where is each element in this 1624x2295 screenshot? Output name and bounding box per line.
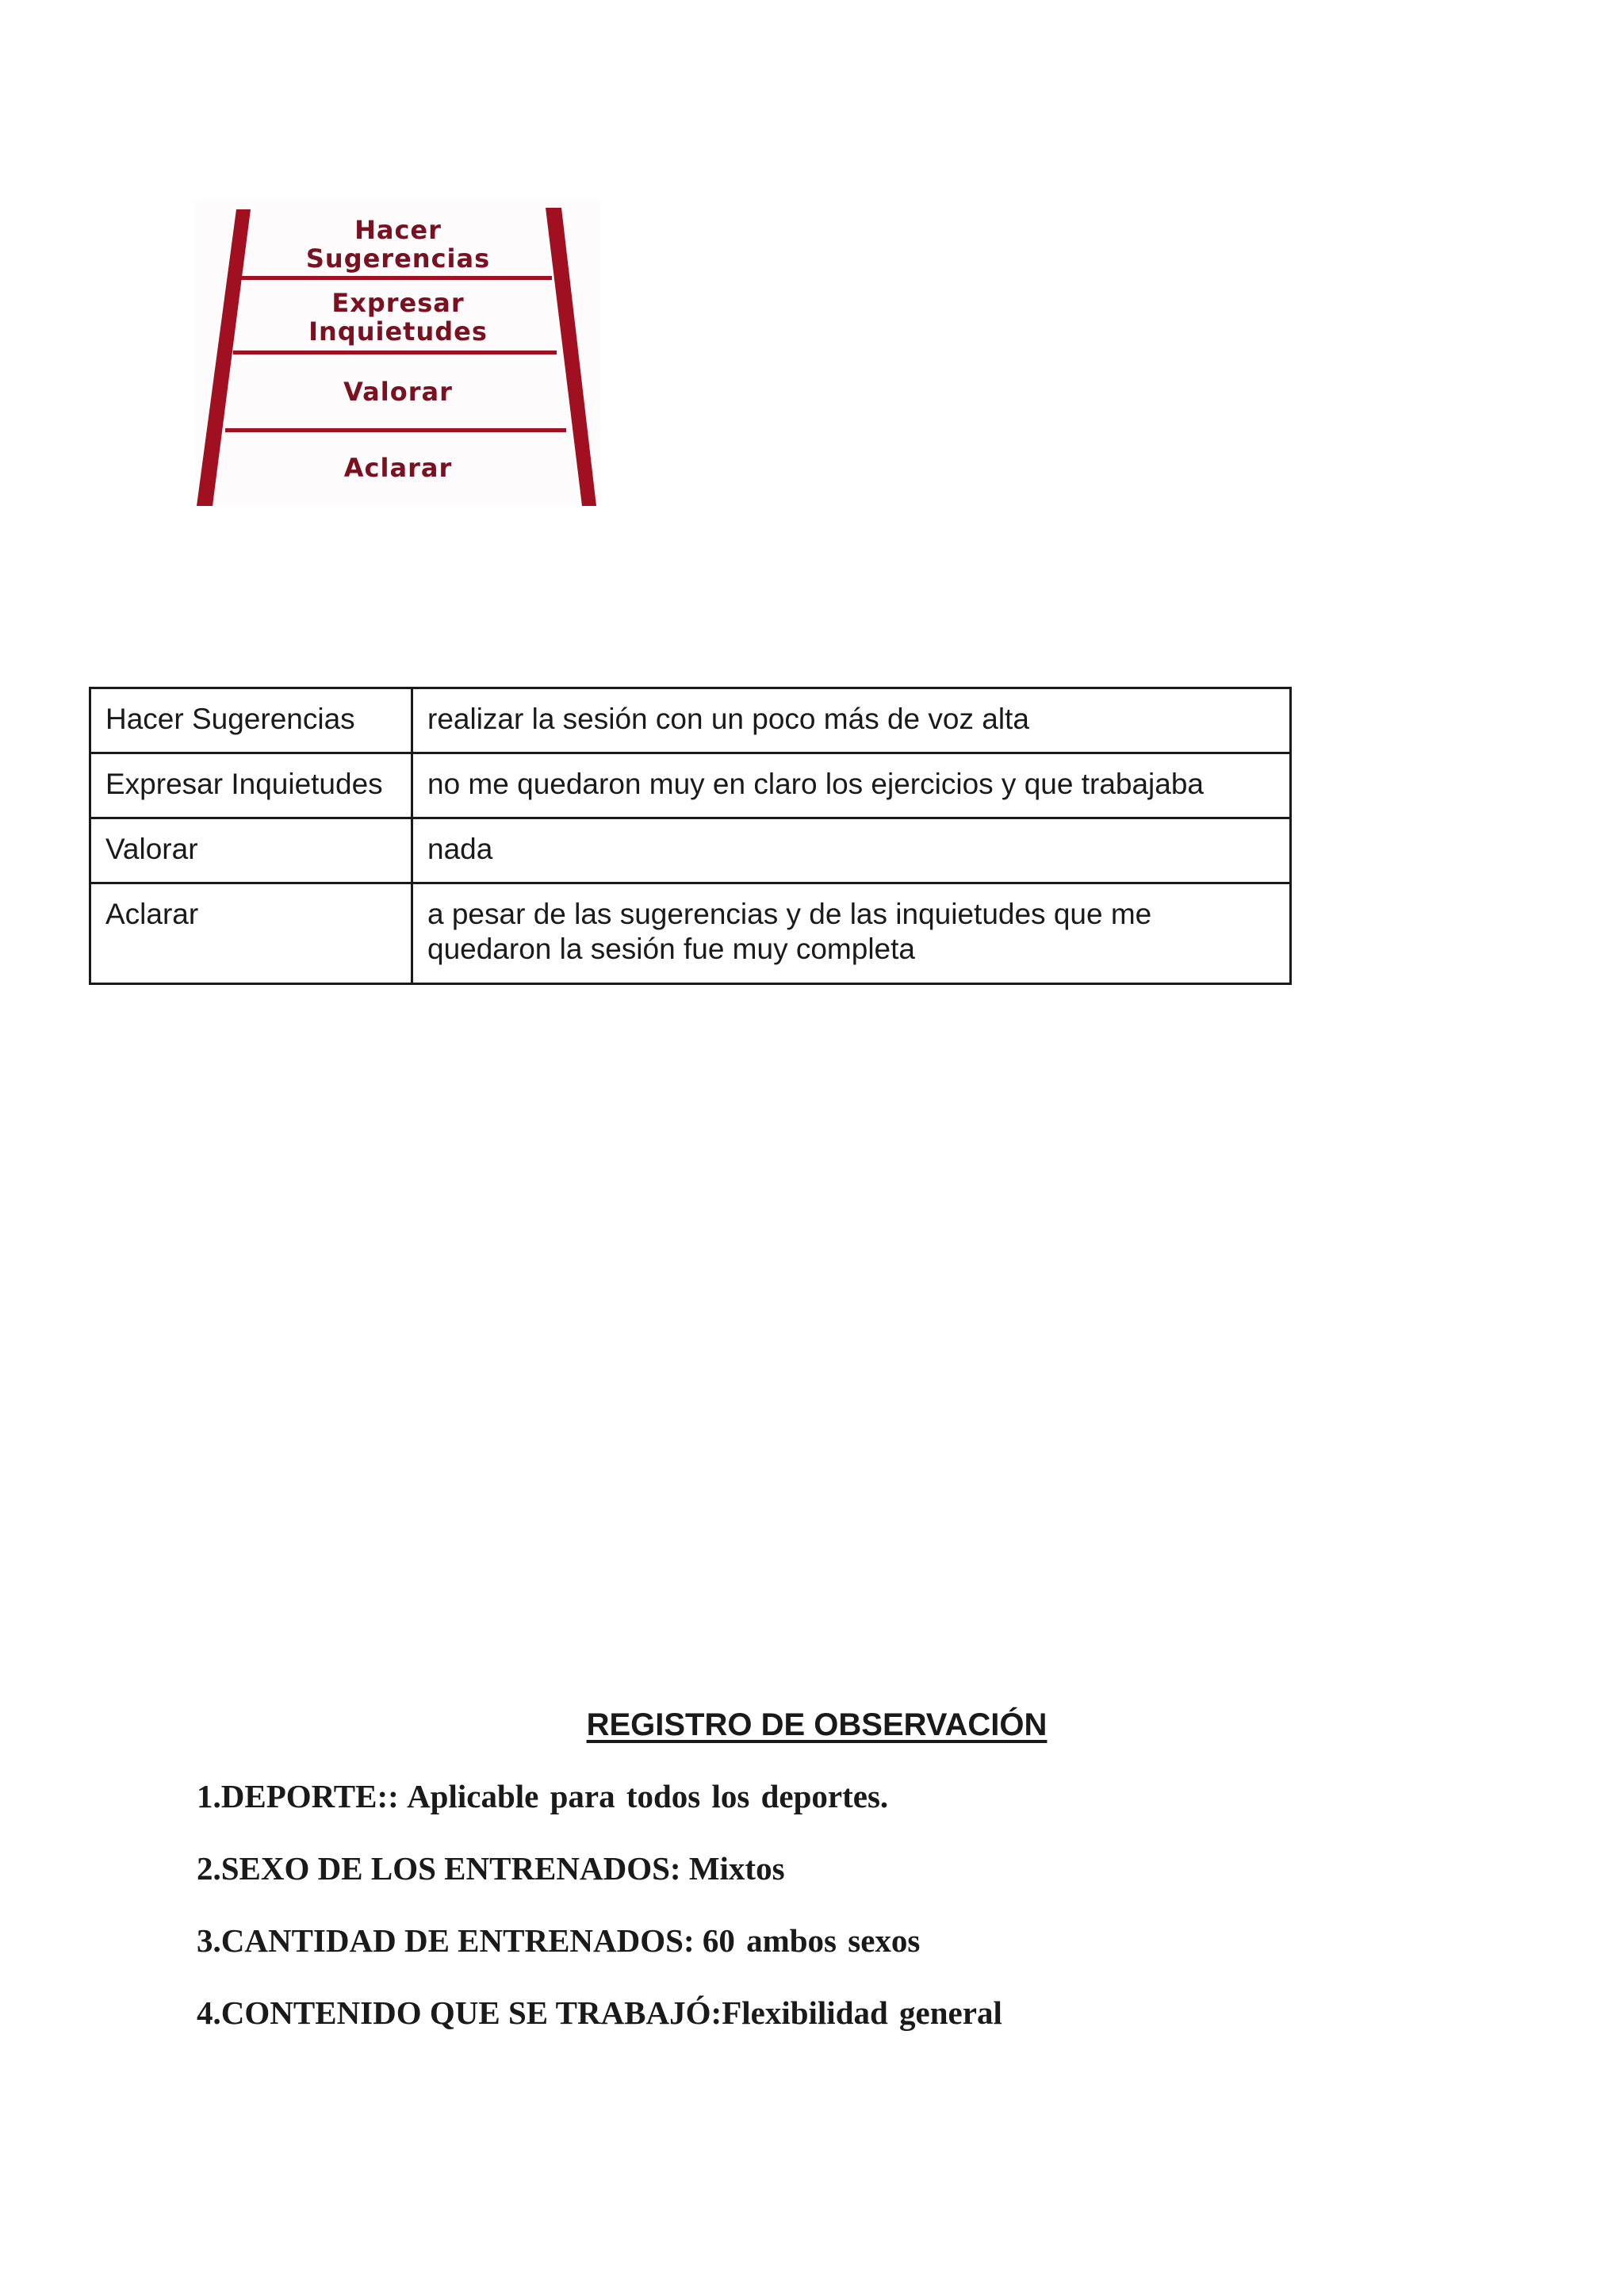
observation-item-label: 2.SEXO DE LOS ENTRENADOS: [197,1850,681,1887]
observation-item [197,1776,1465,1849]
reflection-table [89,687,1292,985]
ladder-rung [225,428,566,432]
ladder-label-expresar-inquietudes [195,289,601,346]
ladder-label-line: Hacer [354,215,442,245]
observation-item [197,1993,1465,2065]
table-row [90,883,1291,984]
observation-title: REGISTRO DE OBSERVACIÓN [586,1707,1048,1742]
observation-item-label: 3.CANTIDAD DE ENTRENADOS: [197,1922,695,1959]
table-row [90,753,1291,818]
row-label: Expresar Inquietudes [90,753,412,818]
row-value: no me quedaron muy en claro los ejercicios y que trabajaba [412,753,1291,818]
ladder-label-hacer-sugerencias [195,216,601,273]
ladder-label-line: Expresar [331,288,465,318]
observation-item-label: 4.CONTENIDO QUE SE TRABAJÓ: [197,1994,722,2031]
observation-item-value: 60 ambos sexos [702,1922,921,1959]
table-row [90,688,1291,753]
observation-item-value: Aplicable para todos los deportes. [407,1778,889,1814]
observation-item [197,1849,1465,1921]
observation-item-value: Mixtos [688,1850,785,1887]
ladder-label-line: Inquietudes [308,316,488,347]
ladder-rung [241,276,552,280]
row-label: Valorar [90,818,412,883]
row-value: nada [412,818,1291,883]
ladder-label-aclarar [195,454,601,482]
table-row [90,818,1291,883]
observation-item-label: 1.DEPORTE:: [197,1778,399,1814]
ladder-label-valorar [195,377,601,406]
observation-item [197,1921,1465,1993]
row-value: a pesar de las sugerencias y de las inquietudes que me quedaron la sesión fue muy completa [412,883,1291,984]
feedback-ladder-figure [195,200,601,506]
ladder-label-line: Aclarar [343,453,453,483]
row-label: Aclarar [90,883,412,984]
observation-item-value: Flexibilidad general [722,1994,1002,2031]
ladder-label-line: Valorar [343,377,453,407]
ladder-rung [233,351,557,354]
row-label: Hacer Sugerencias [90,688,412,753]
ladder-label-line: Sugerencias [305,243,491,274]
row-value: realizar la sesión con un poco más de voz alta [412,688,1291,753]
observation-list [197,1776,1465,2065]
